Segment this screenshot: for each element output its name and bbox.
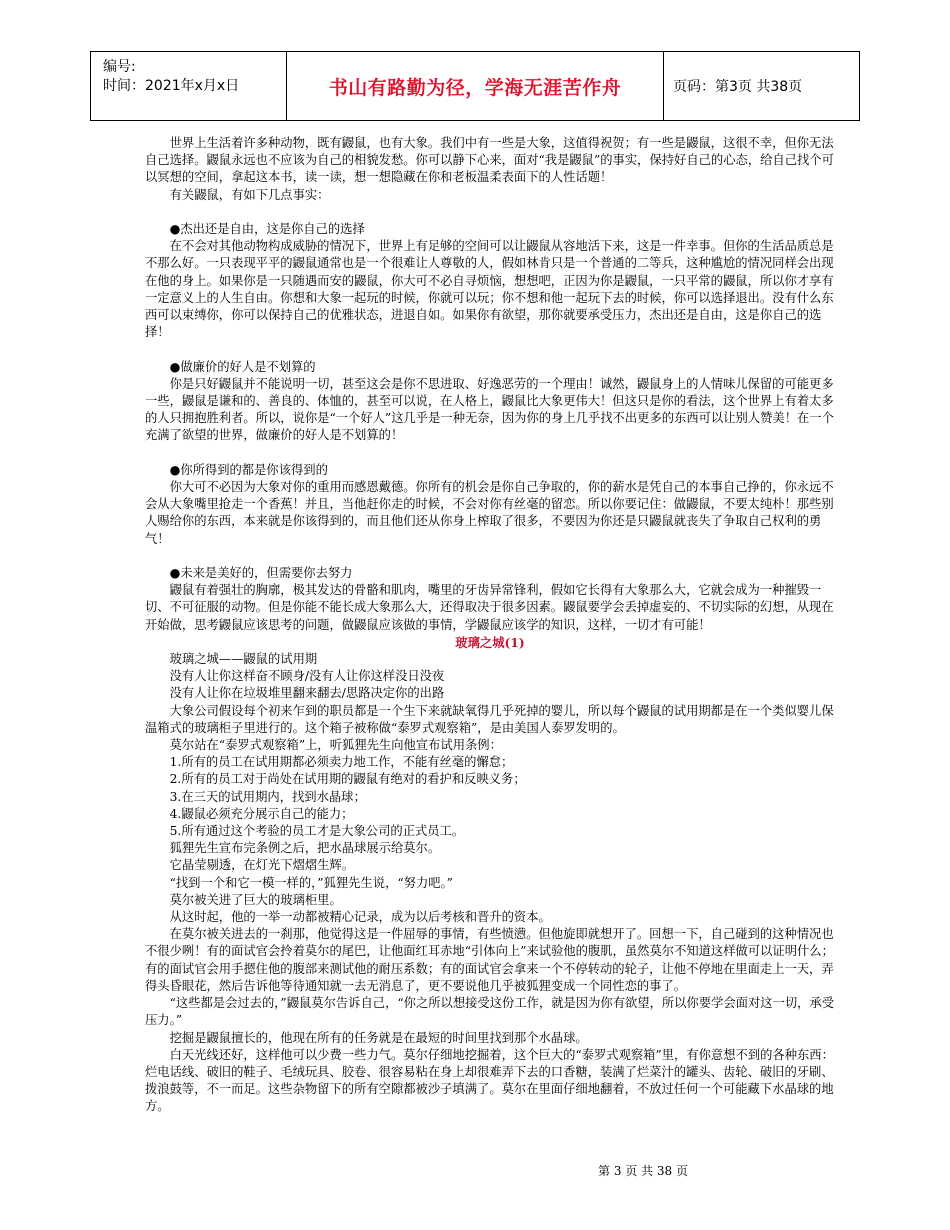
document-id-label: 编号: <box>103 59 136 75</box>
intro-paragraph: 有关鼹鼠，有如下几点事实： <box>169 187 330 202</box>
rule-item: 4.鼹鼠必须充分展示自己的能力； <box>169 806 354 821</box>
rule-item: 1.所有的员工在试用期都必须卖力地工作，不能有丝毫的懈怠； <box>169 755 514 770</box>
section-body: 在不会对其他动物构成威胁的情况下，世界上有足够的空间可以让鼹鼠从容地活下来，这是一件幸事。但你的生活品质总是不那么好。一只表现平平的鼹鼠通常也是一个很难让人尊敬的人，假如林肯只是一个普通的二等兵，这种尴尬的情况同样会出现在他的身上。如果你是一只随遇而安的鼹鼠，你大可不必自寻烦恼，想想吧，正因为你是鼹鼠，一只平常的鼹鼠，所以你才享有一定意义上的人生自由。你想和大象一起玩的时候，你就可以玩；你不想和他一起玩下去的时候，你可以选择退出。没有什么东西可以束缚你，你可以保持自己的优雅状态，进退自如。如果你有欲望，那你就要承受压力，杰出还是自由，这是你自己的选择！ <box>145 239 834 340</box>
story-paragraph: 白天光线还好，这样他可以少费一些力气。莫尔仔细地挖掘着，这个巨大的“泰罗式观察箱”里，有你意想不到的各种东西：烂电话线、破旧的鞋子、毛绒玩具、胶卷、很容易粘在身上却很难弄下去的口香糖，装满了烂菜汁的罐头、齿轮、破旧的牙刷、拨浪鼓等，不一而足。这些杂物留下的所有空隙都被沙子填满了。莫尔在里面仔细地翻着，不放过任何一个可能藏下水晶球的地方。 <box>145 1047 834 1114</box>
story-paragraph: 挖掘是鼹鼠擅长的，他现在所有的任务就是在最短的时间里找到那个水晶球。 <box>169 1030 588 1045</box>
section-heading: ●未来是美好的，但需要你去努力 <box>169 566 353 581</box>
story-paragraph: 狐狸先生宣布完条例之后，把水晶球展示给莫尔。 <box>169 841 441 856</box>
page-footer <box>598 1162 688 1179</box>
document-body <box>145 135 835 1116</box>
chapter-line: 没有人让你这样奋不顾身/没有人让你这样没日没夜 <box>169 669 445 684</box>
header-page-info: 页码：第3页 共38页 <box>673 79 803 95</box>
section-body: 鼹鼠有着强壮的胸廓，极其发达的骨骼和肌肉，嘴里的牙齿异常锋利，假如它长得有大象那么大，它就会成为一种摧毁一切、不可征服的动物。但是你能不能长成大象那么大，还得取决于很多因素。鼹鼠要学会丢掉虚妄的、不切实际的幻想，从现在开始做，思考鼹鼠应该思考的问题，做鼹鼠应该做的事情，学鼹鼠应该学的知识，这样，一切才有可能！ <box>145 583 834 632</box>
section-body: 你大可不必因为大象对你的重用而感恩戴德。你所有的机会是你自己争取的，你的薪水是凭自己的本事自己挣的，你永远不会从大象嘴里抢走一个香蕉！并且，当他赶你走的时候，不会对你有丝毫的留恋。所以你要记住：做鼹鼠，不要太纯朴！那些别人赐给你的东西，本来就是你该得到的，而且他们还从你身上榨取了很多，不要因为你还是只鼹鼠就丧失了争取自己权利的勇气！ <box>145 480 834 546</box>
chapter-paragraph: 大象公司假设每个初来乍到的职员都是一个生下来就缺氧得几乎死掉的婴儿，所以每个鼹鼠的试用期都是在一个类似婴儿保温箱式的玻璃柜子里进行的。这个箱子被称做“泰罗式观察箱”，是由美国人泰罗发明的。 <box>145 703 834 735</box>
header-motto: 书山有路勤为径，学海无涯苦作舟 <box>328 76 622 99</box>
rule-item: 2.所有的员工对于尚处在试用期的鼹鼠有绝对的看护和反映义务； <box>169 772 526 787</box>
header-motto-cell <box>287 52 664 120</box>
section-heading: ●做廉价的好人是不划算的 <box>169 359 316 374</box>
chapter-title: 玻璃之城(1) <box>455 634 525 650</box>
header-page-cell <box>664 52 859 120</box>
section-body: 你是只好鼹鼠并不能说明一切，甚至这会是你不思进取、好逸恶劳的一个理由！诚然，鼹鼠身上的人情味儿保留的可能更多一些，鼹鼠是谦和的、善良的、体恤的，甚至可以说，在人格上，鼹鼠比大象更伟大！但这只是你的看法，这个世界上有着太多的人只拥抱胜利者。所以，说你是“一个好人”这几乎是一种无奈，因为你的身上几乎找不出更多的东西可以让别人赞美！在一个充满了欲望的世界，做廉价的好人是不划算的！ <box>145 376 834 443</box>
chapter-paragraph: 莫尔站在“泰罗式观察箱”上，听狐狸先生向他宣布试用条例： <box>169 738 502 753</box>
section-heading: ●杰出还是自由，这是你自己的选择 <box>169 222 365 236</box>
story-paragraph: 从这时起，他的一举一动都被精心记录，成为以后考核和晋升的资本。 <box>169 910 551 925</box>
intro-paragraph: 世界上生活着许多种动物，既有鼹鼠，也有大象。我们中有一些是大象，这值得祝贺；有一些是鼹鼠，这很不幸，但你无法自己选择。鼹鼠永远也不应该为自己的相貌发愁。你可以静下心来，面对“我是鼹鼠”的事实，保持好自己的心态，给自己找个可以冥想的空间，拿起这本书，读一读，想一想隐藏在你和老板温柔表面下的人性话题！ <box>145 136 834 185</box>
story-paragraph: 它晶莹剔透，在灯光下熠熠生辉。 <box>169 858 355 873</box>
section-heading: ●你所得到的都是你该得到的 <box>169 462 328 477</box>
footer-page-number: 第 3 页 共 38 页 <box>598 1164 688 1178</box>
page-header <box>90 51 860 121</box>
chapter-line: 玻璃之城——鼹鼠的试用期 <box>169 652 318 667</box>
story-paragraph: “找到一个和它一模一样的，”狐狸先生说，“努力吧。” <box>169 875 453 890</box>
rule-item: 5.所有通过这个考验的员工才是大象公司的正式员工。 <box>169 824 465 839</box>
chapter-line: 没有人让你在垃圾堆里翻来翻去/思路决定你的出路 <box>169 686 445 701</box>
document-time-label: 时间：2021年x月x日 <box>103 78 240 94</box>
story-paragraph: 莫尔被关进了巨大的玻璃柜里。 <box>169 892 342 907</box>
rule-item: 3.在三天的试用期内，找到水晶球； <box>169 789 366 804</box>
story-paragraph: “这些都是会过去的，”鼹鼠莫尔告诉自己，“你之所以想接受这份工作，就是因为你有欲望，所以你要学会面对这一切，承受压力。” <box>145 996 835 1028</box>
header-meta-cell <box>91 52 287 120</box>
story-paragraph: 在莫尔被关进去的一刹那，他觉得这是一件屈辱的事情，有些愤懑。但他旋即就想开了。回想一下，自己碰到的这种情况也不很少咧！有的面试官会拎着莫尔的尾巴，让他面红耳赤地“引体向上”来试验他的腹肌，虽然莫尔不知道这样做可以证明什么；有的面试官会用手摁住他的腹部来测试他的耐压系数；有的面试官会拿来一个不停转动的轮子，让他不停地在里面走上一天，弄得头昏眼花，然后告诉他等待通知就一去无消息了，更不要说他几乎被狐狸变成一个同性恋的事了。 <box>145 927 834 993</box>
